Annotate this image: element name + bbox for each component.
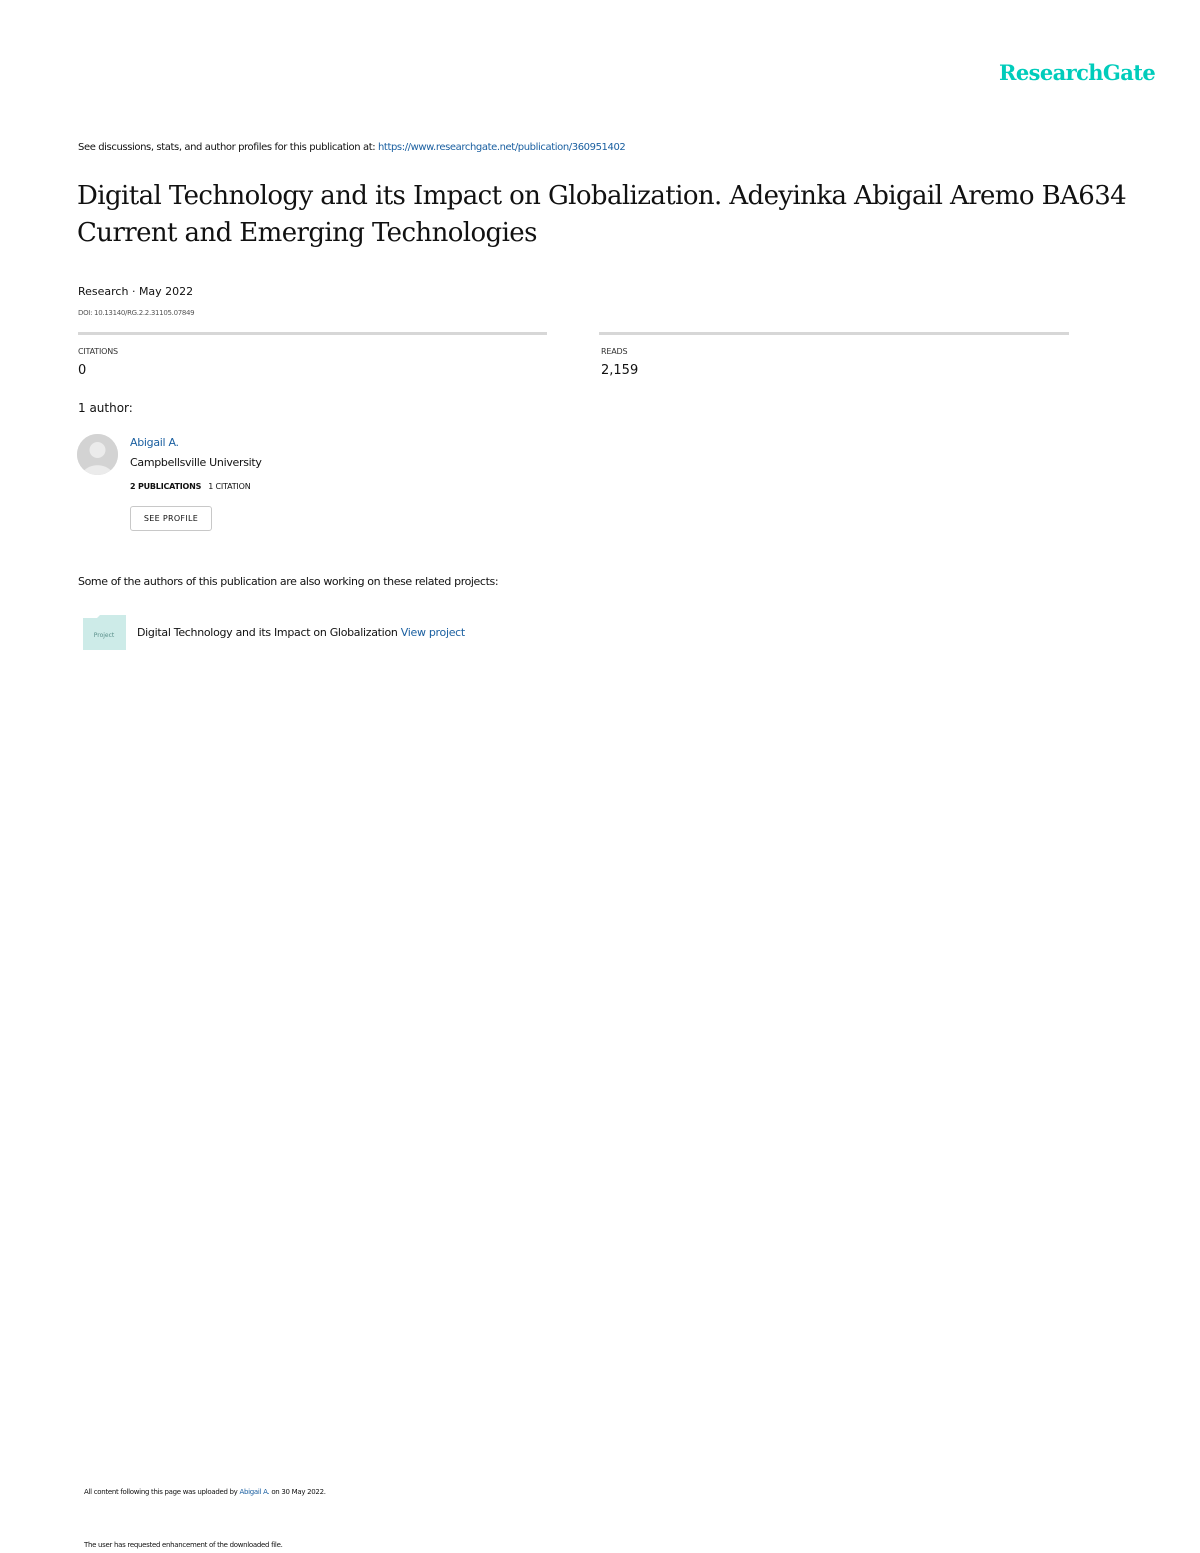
user-silhouette-icon bbox=[77, 434, 118, 475]
reads-count: 2,159 bbox=[601, 363, 639, 378]
upload-notice bbox=[84, 1488, 326, 1496]
reads-divider bbox=[599, 332, 1069, 335]
discussion-notice bbox=[78, 142, 625, 153]
author-avatar[interactable] bbox=[77, 434, 118, 475]
author-count: 1 author: bbox=[78, 401, 133, 415]
project-icon-label: Project bbox=[93, 632, 115, 639]
reads-label: READS bbox=[601, 347, 628, 356]
upload-prefix: All content following this page was uploaded by bbox=[84, 1488, 238, 1496]
related-projects-label: Some of the authors of this publication are also working on these related projects: bbox=[78, 575, 499, 588]
publication-type-date: Research · May 2022 bbox=[78, 285, 194, 298]
view-project-link[interactable]: View project bbox=[400, 626, 465, 639]
author-name-link[interactable]: Abigail A. bbox=[130, 436, 179, 449]
publication-title: Digital Technology and its Impact on Globalization. Adeyinka Abigail Aremo BA634 Current and Emerging Technologies bbox=[77, 181, 1127, 248]
researchgate-logo[interactable]: ResearchGate bbox=[999, 60, 1156, 85]
project-folder-icon bbox=[83, 615, 126, 650]
project-title: Digital Technology and its Impact on Globalization bbox=[137, 626, 398, 639]
author-publications: 2 PUBLICATIONS bbox=[130, 482, 202, 491]
publication-url-link[interactable]: https://www.researchgate.net/publication/360951402 bbox=[377, 142, 626, 153]
see-profile-button[interactable]: SEE PROFILE bbox=[130, 506, 212, 531]
citations-count: 0 bbox=[78, 363, 87, 378]
author-stats bbox=[130, 482, 250, 491]
enhancement-note: The user has requested enhancement of the downloaded file. bbox=[84, 1541, 283, 1549]
upload-suffix: on 30 May 2022. bbox=[271, 1488, 326, 1496]
citations-divider bbox=[78, 332, 547, 335]
publication-doi: DOI: 10.13140/RG.2.2.31105.07849 bbox=[78, 309, 195, 317]
discussion-notice-text: See discussions, stats, and author profiles for this publication at: bbox=[78, 142, 376, 153]
author-citations: 1 CITATION bbox=[208, 482, 251, 491]
uploader-link[interactable]: Abigail A. bbox=[239, 1488, 270, 1496]
author-institution: Campbellsville University bbox=[130, 456, 262, 469]
citations-label: CITATIONS bbox=[78, 347, 118, 356]
related-project-item bbox=[137, 626, 465, 639]
